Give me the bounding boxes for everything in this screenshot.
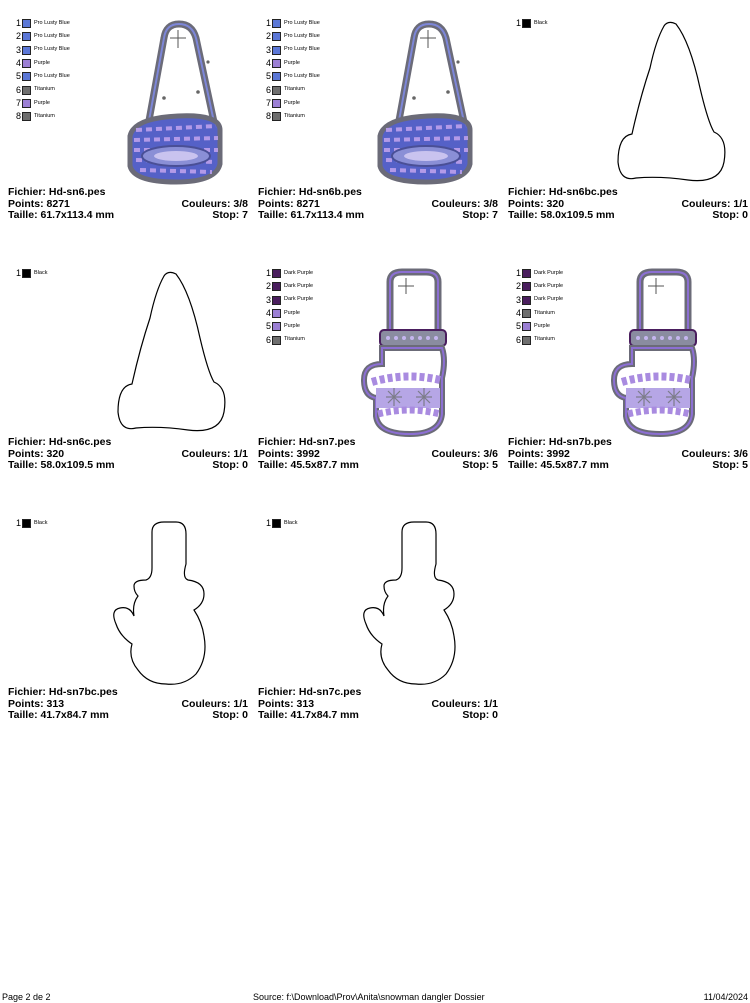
thread-name: Dark Purple <box>534 296 564 303</box>
design-card <box>508 258 748 508</box>
points-value: 320 <box>46 447 65 460</box>
thread-swatch <box>272 336 281 345</box>
design-card <box>258 258 498 508</box>
colors-line: Couleurs: 1/1 <box>181 447 248 460</box>
thread-name: Pro Lusty Blue <box>284 73 320 80</box>
thread-swatch <box>22 99 31 108</box>
file-line: Fichier: Hd-sn7.pes <box>258 436 356 448</box>
thread-color-row <box>262 110 320 123</box>
embroidery-preview <box>604 18 732 188</box>
points-value: 8271 <box>296 197 320 210</box>
thread-number: 2 <box>515 281 521 292</box>
thread-name: Purple <box>284 99 300 106</box>
design-info <box>8 687 248 722</box>
thread-color-row <box>12 97 70 110</box>
thread-name: Titanium <box>34 86 55 93</box>
stop-value: 0 <box>242 709 248 721</box>
embroidery-preview <box>604 268 732 438</box>
points-line: Points: 320 <box>8 447 65 460</box>
thread-color-row <box>12 17 70 30</box>
thread-name: Pro Lusty Blue <box>284 33 320 40</box>
size-value: 58.0x109.5 mm <box>540 209 615 221</box>
thread-swatch <box>22 46 31 55</box>
thread-number: 6 <box>265 84 271 95</box>
stop-value: 7 <box>492 209 498 221</box>
thread-name: Pro Lusty Blue <box>284 19 320 26</box>
thread-swatch <box>522 282 531 291</box>
thread-swatch <box>22 86 31 95</box>
colors-line: Couleurs: 1/1 <box>181 697 248 710</box>
thread-color-row <box>262 280 313 293</box>
thread-name: Black <box>284 519 298 526</box>
colors-line: Couleurs: 3/8 <box>181 197 248 210</box>
thread-swatch <box>522 336 531 345</box>
thread-color-row <box>262 294 313 307</box>
thread-number: 1 <box>15 268 21 279</box>
design-card <box>8 8 248 258</box>
stop-line: Stop: 0 <box>712 209 748 221</box>
thread-name: Black <box>34 519 48 526</box>
thread-swatch <box>272 46 281 55</box>
thread-swatch <box>272 32 281 41</box>
thread-color-row <box>262 44 320 57</box>
colors-line: Couleurs: 3/8 <box>431 197 498 210</box>
file-name: Hd-sn6.pes <box>48 186 106 198</box>
file-name: Hd-sn7.pes <box>298 436 356 448</box>
thread-number: 3 <box>515 294 521 305</box>
file-line: Fichier: Hd-sn6.pes <box>8 186 106 198</box>
thread-color-list <box>512 267 563 347</box>
stop-value: 0 <box>742 209 748 221</box>
thread-color-row <box>12 57 70 70</box>
thread-swatch <box>522 322 531 331</box>
size-value: 41.7x84.7 mm <box>40 709 109 721</box>
thread-color-row <box>512 333 563 346</box>
stop-value: 5 <box>742 459 748 471</box>
thread-swatch <box>272 72 281 81</box>
file-name: Hd-sn6b.pes <box>298 186 362 198</box>
colors-value: 3/6 <box>733 447 748 460</box>
thread-name: Pro Lusty Blue <box>34 19 70 26</box>
thread-name: Pro Lusty Blue <box>34 46 70 53</box>
thread-name: Dark Purple <box>284 296 314 303</box>
thread-name: Titanium <box>284 112 305 119</box>
thread-name: Dark Purple <box>534 269 564 276</box>
colors-value: 3/8 <box>233 197 248 210</box>
design-card <box>8 508 248 758</box>
embroidery-preview <box>104 18 232 188</box>
thread-swatch <box>272 59 281 68</box>
points-line: Points: 8271 <box>258 197 320 210</box>
thread-number: 1 <box>265 18 271 29</box>
thread-swatch <box>272 99 281 108</box>
thread-swatch <box>522 309 531 318</box>
thread-swatch <box>22 519 31 528</box>
stop-line: Stop: 5 <box>712 459 748 471</box>
thread-number: 6 <box>515 334 521 345</box>
points-line: Points: 313 <box>8 697 65 710</box>
thread-swatch <box>272 282 281 291</box>
thread-color-row <box>512 280 563 293</box>
design-card <box>258 8 498 258</box>
file-line: Fichier: Hd-sn6bc.pes <box>508 186 618 198</box>
size-line: Taille: 58.0x109.5 mm <box>8 459 115 471</box>
file-line: Fichier: Hd-sn6c.pes <box>8 436 112 448</box>
thread-swatch <box>522 269 531 278</box>
file-line: Fichier: Hd-sn7b.pes <box>508 436 612 448</box>
thread-number: 3 <box>15 44 21 55</box>
points-value: 313 <box>46 697 65 710</box>
thread-color-list <box>262 267 313 347</box>
design-card <box>258 508 498 758</box>
thread-name: Purple <box>34 99 50 106</box>
colors-line: Couleurs: 3/6 <box>431 447 498 460</box>
thread-color-row <box>12 517 47 530</box>
thread-name: Dark Purple <box>284 269 314 276</box>
thread-number: 4 <box>515 308 521 319</box>
thread-number: 2 <box>15 31 21 42</box>
points-value: 320 <box>546 197 565 210</box>
page-number: Page 2 de 2 <box>2 992 51 1002</box>
thread-color-row <box>262 17 320 30</box>
thread-color-row <box>512 17 547 30</box>
thread-name: Purple <box>284 323 300 330</box>
print-date: 11/04/2024 <box>703 992 748 1002</box>
design-info <box>258 187 498 222</box>
file-name: Hd-sn7bc.pes <box>48 686 118 698</box>
points-value: 3992 <box>546 447 570 460</box>
embroidery-preview <box>104 518 232 688</box>
stop-value: 7 <box>242 209 248 221</box>
thread-number: 4 <box>265 58 271 69</box>
stop-line: Stop: 0 <box>462 709 498 721</box>
points-line: Points: 8271 <box>8 197 70 210</box>
thread-color-row <box>12 44 70 57</box>
thread-swatch <box>22 59 31 68</box>
thread-swatch <box>22 19 31 28</box>
thread-color-list <box>262 17 320 123</box>
design-info <box>508 187 748 222</box>
thread-number: 6 <box>265 334 271 345</box>
thread-number: 4 <box>265 308 271 319</box>
thread-number: 7 <box>15 97 21 108</box>
stop-line: Stop: 7 <box>212 209 248 221</box>
stop-line: Stop: 7 <box>462 209 498 221</box>
thread-number: 4 <box>15 58 21 69</box>
thread-name: Dark Purple <box>534 283 564 290</box>
thread-number: 3 <box>265 294 271 305</box>
thread-swatch <box>272 19 281 28</box>
thread-name: Titanium <box>534 309 555 316</box>
thread-name: Black <box>34 269 48 276</box>
thread-number: 5 <box>515 321 521 332</box>
colors-line: Couleurs: 1/1 <box>431 697 498 710</box>
thread-swatch <box>272 309 281 318</box>
thread-color-row <box>12 83 70 96</box>
file-line: Fichier: Hd-sn7bc.pes <box>8 686 118 698</box>
size-value: 61.7x113.4 mm <box>40 209 115 221</box>
stop-value: 0 <box>492 709 498 721</box>
points-line: Points: 3992 <box>258 447 320 460</box>
points-value: 313 <box>296 697 315 710</box>
size-line: Taille: 45.5x87.7 mm <box>258 459 359 471</box>
thread-swatch <box>22 112 31 121</box>
thread-name: Pro Lusty Blue <box>284 46 320 53</box>
thread-color-row <box>262 57 320 70</box>
thread-swatch <box>22 32 31 41</box>
points-line: Points: 3992 <box>508 447 570 460</box>
thread-color-row <box>262 333 313 346</box>
thread-swatch <box>522 19 531 28</box>
thread-swatch <box>272 322 281 331</box>
thread-color-list <box>12 267 47 280</box>
thread-number: 8 <box>265 111 271 122</box>
size-value: 45.5x87.7 mm <box>540 459 609 471</box>
thread-name: Black <box>534 19 548 26</box>
thread-number: 5 <box>265 321 271 332</box>
thread-number: 1 <box>265 268 271 279</box>
stop-line: Stop: 5 <box>462 459 498 471</box>
thread-color-row <box>262 97 320 110</box>
thread-color-row <box>262 30 320 43</box>
colors-value: 1/1 <box>733 197 748 210</box>
thread-color-list <box>262 517 297 530</box>
points-value: 8271 <box>46 197 70 210</box>
design-card <box>508 8 748 258</box>
thread-color-row <box>262 70 320 83</box>
thread-name: Pro Lusty Blue <box>34 33 70 40</box>
thread-name: Pro Lusty Blue <box>34 73 70 80</box>
thread-number: 6 <box>15 84 21 95</box>
size-value: 41.7x84.7 mm <box>290 709 359 721</box>
thread-color-row <box>262 267 313 280</box>
size-value: 45.5x87.7 mm <box>290 459 359 471</box>
size-value: 58.0x109.5 mm <box>40 459 115 471</box>
thread-number: 2 <box>265 281 271 292</box>
thread-name: Purple <box>534 323 550 330</box>
thread-color-row <box>262 517 297 530</box>
file-name: Hd-sn6bc.pes <box>548 186 618 198</box>
file-line: Fichier: Hd-sn7c.pes <box>258 686 362 698</box>
thread-swatch <box>272 269 281 278</box>
thread-name: Dark Purple <box>284 283 314 290</box>
colors-line: Couleurs: 3/6 <box>681 447 748 460</box>
thread-number: 1 <box>15 18 21 29</box>
colors-value: 3/6 <box>483 447 498 460</box>
thread-number: 5 <box>265 71 271 82</box>
thread-name: Titanium <box>284 336 305 343</box>
thread-swatch <box>22 72 31 81</box>
design-card <box>8 258 248 508</box>
thread-color-row <box>12 70 70 83</box>
thread-number: 7 <box>265 97 271 108</box>
thread-swatch <box>272 519 281 528</box>
thread-color-row <box>512 267 563 280</box>
thread-color-row <box>12 110 70 123</box>
thread-color-row <box>262 307 313 320</box>
thread-color-row <box>12 267 47 280</box>
thread-name: Titanium <box>534 336 555 343</box>
size-line: Taille: 41.7x84.7 mm <box>8 709 109 721</box>
file-line: Fichier: Hd-sn6b.pes <box>258 186 362 198</box>
design-info <box>508 437 748 472</box>
thread-color-list <box>512 17 547 30</box>
colors-value: 1/1 <box>483 697 498 710</box>
stop-value: 0 <box>242 459 248 471</box>
thread-color-list <box>12 517 47 530</box>
embroidery-preview <box>104 268 232 438</box>
thread-swatch <box>522 296 531 305</box>
colors-value: 3/8 <box>483 197 498 210</box>
thread-number: 5 <box>15 71 21 82</box>
thread-color-row <box>512 294 563 307</box>
thread-swatch <box>272 112 281 121</box>
thread-color-row <box>512 307 563 320</box>
thread-name: Purple <box>284 59 300 66</box>
thread-swatch <box>272 296 281 305</box>
design-info <box>8 437 248 472</box>
file-name: Hd-sn7c.pes <box>298 686 362 698</box>
file-name: Hd-sn7b.pes <box>548 436 612 448</box>
size-value: 61.7x113.4 mm <box>290 209 365 221</box>
thread-number: 1 <box>15 518 21 529</box>
thread-color-row <box>262 320 313 333</box>
thread-color-list <box>12 17 70 123</box>
thread-color-row <box>512 320 563 333</box>
design-info <box>258 687 498 722</box>
size-line: Taille: 58.0x109.5 mm <box>508 209 615 221</box>
colors-value: 1/1 <box>233 697 248 710</box>
thread-name: Purple <box>284 309 300 316</box>
thread-number: 1 <box>515 18 521 29</box>
embroidery-preview <box>354 18 482 188</box>
size-line: Taille: 61.7x113.4 mm <box>258 209 365 221</box>
points-value: 3992 <box>296 447 320 460</box>
size-line: Taille: 41.7x84.7 mm <box>258 709 359 721</box>
source-path: Source: f:\Download\Prov\Anita\snowman dangler Dossier <box>253 992 485 1002</box>
thread-color-row <box>262 83 320 96</box>
size-line: Taille: 61.7x113.4 mm <box>8 209 115 221</box>
thread-number: 1 <box>515 268 521 279</box>
thread-number: 2 <box>265 31 271 42</box>
design-info <box>8 187 248 222</box>
colors-line: Couleurs: 1/1 <box>681 197 748 210</box>
thread-number: 8 <box>15 111 21 122</box>
colors-value: 1/1 <box>233 447 248 460</box>
thread-color-row <box>12 30 70 43</box>
thread-name: Titanium <box>34 112 55 119</box>
thread-number: 3 <box>265 44 271 55</box>
stop-line: Stop: 0 <box>212 709 248 721</box>
stop-line: Stop: 0 <box>212 459 248 471</box>
points-line: Points: 320 <box>508 197 565 210</box>
thread-number: 1 <box>265 518 271 529</box>
points-line: Points: 313 <box>258 697 315 710</box>
embroidery-preview <box>354 518 482 688</box>
thread-swatch <box>272 86 281 95</box>
design-info <box>258 437 498 472</box>
thread-swatch <box>22 269 31 278</box>
size-line: Taille: 45.5x87.7 mm <box>508 459 609 471</box>
stop-value: 5 <box>492 459 498 471</box>
thread-name: Purple <box>34 59 50 66</box>
embroidery-preview <box>354 268 482 438</box>
thread-name: Titanium <box>284 86 305 93</box>
file-name: Hd-sn6c.pes <box>48 436 112 448</box>
